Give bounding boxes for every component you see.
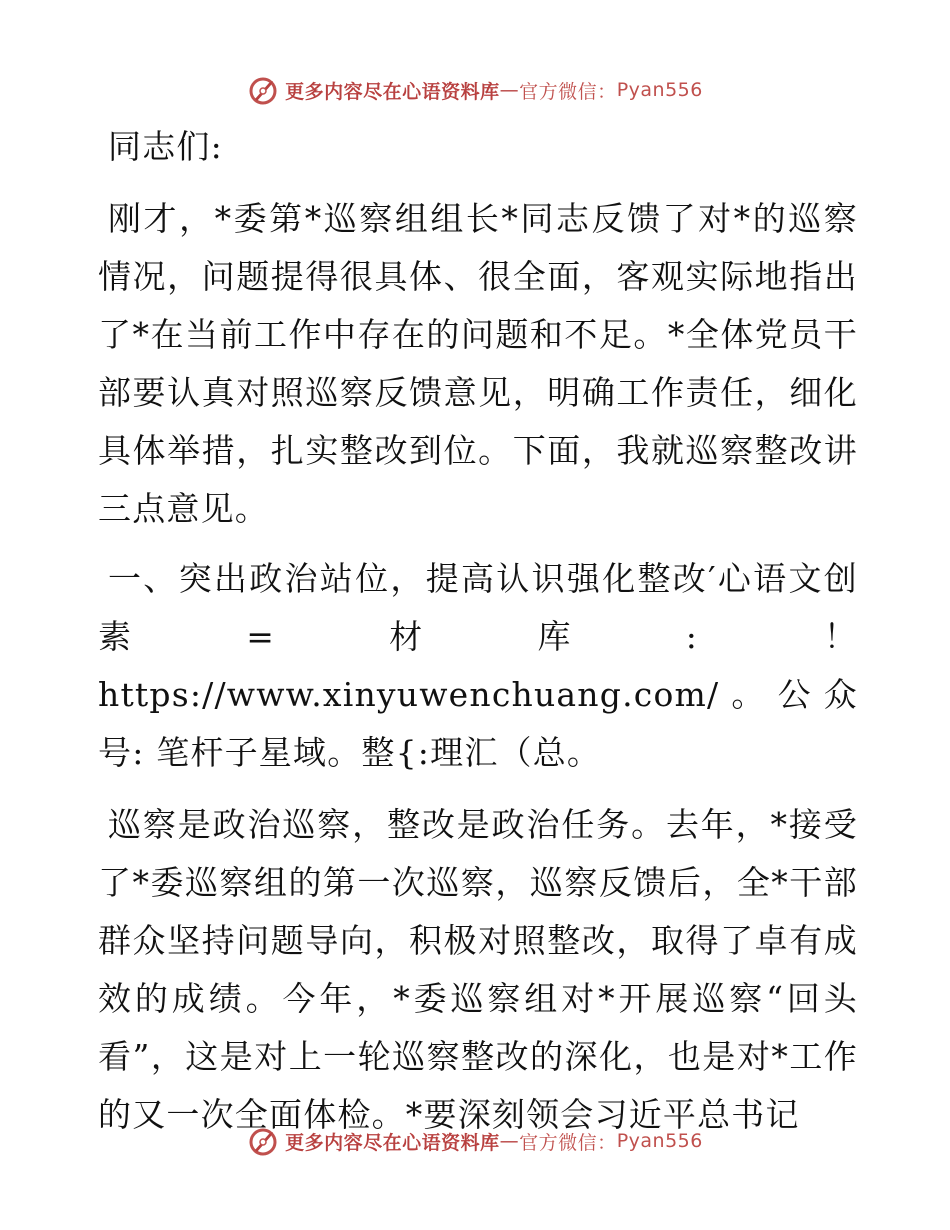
watermark-brand: 更多内容尽在心语资料库	[285, 1131, 500, 1154]
section-heading-1: 一、突出政治站位，提高认识强化整改′心语文创素=材库: ！ https://www.xinyuwenchuang.com/。公众号: 笔杆子星域。整{:理汇（总。	[98, 559, 858, 772]
watermark-label: 官方微信：	[519, 1131, 617, 1154]
paragraph-section-1: 巡察是政治巡察，整改是政治任务。去年，*接受了*委巡察组的第一次巡察，巡察反馈后，全*干部群众坚持问题导向，积极对照整改，取得了卓有成效的成绩。今年，*委巡察组对*开展巡察“回头看”，这是对上一轮巡察整改的深化，也是对*工作的又一次全面体检。*要深刻领会习近平总书记	[98, 805, 858, 1134]
watermark-dash: —	[499, 79, 520, 101]
document-body	[98, 118, 858, 1144]
salutation: 同志们:	[108, 127, 223, 166]
paragraph-intro: 刚才，*委第*巡察组组长*同志反馈了对*的巡察情况，问题提得很具体、很全面，客观实际地指出了*在当前工作中存在的问题和不足。*全体党员干部要认真对照巡察反馈意见，明确工作责任，细化具体举措，扎实整改到位。下面，我就巡察整改讲三点意见。	[98, 199, 858, 528]
header-watermark	[0, 73, 950, 107]
pen-logo-icon	[247, 1124, 281, 1158]
watermark-label: 官方微信：	[519, 80, 617, 103]
watermark-id: Pyan556	[616, 1130, 703, 1152]
pen-logo-icon	[247, 73, 281, 107]
watermark-brand: 更多内容尽在心语资料库	[285, 80, 500, 103]
watermark-id: Pyan556	[616, 79, 703, 101]
watermark-dash: —	[499, 1130, 520, 1152]
footer-watermark	[0, 1124, 950, 1158]
